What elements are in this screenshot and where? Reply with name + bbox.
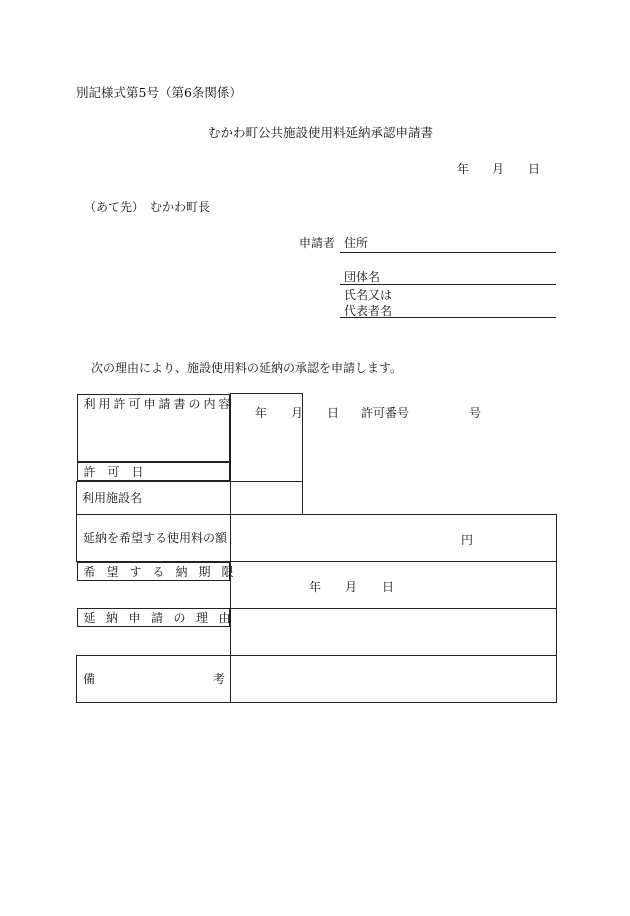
applicant-name-label-line2: 代表者名 [344,304,393,318]
remarks-label: 備考 [83,672,344,686]
permit-month: 月 [291,406,304,420]
deadline-year: 年 [309,579,322,594]
amount-value-cell [231,514,557,561]
table-row-permit-date [77,394,557,482]
date-year: 年 [457,162,470,176]
permit-number-label: 許可番号 [361,406,410,420]
permit-day: 日 [327,406,340,420]
permit-number-suffix: 号 [469,406,482,420]
permit-content-label: 利用許可申請書の内容 [83,396,234,411]
deadline-value-cell [231,561,557,608]
facility-name-label: 利用施設名 [82,491,143,505]
deadline-label-cell [77,562,245,581]
group-name-underline [340,284,556,285]
permit-year: 年 [255,406,268,420]
applicant-group-name-label: 団体名 [344,270,381,284]
applicant-address-label: 住所 [344,236,369,250]
reason-value-cell [231,608,557,655]
reason-label: 延納申請の理由 [83,611,242,625]
document-title: むかわ町公共施設使用料延納承認申請書 [208,125,434,140]
remarks-label-cell [77,655,344,702]
intro-text: 次の理由により、施設使用料の延納の承認を申請します。 [91,361,403,375]
permit-date-value-cell [231,394,482,482]
applicant-name-label-line1: 氏名又は [344,288,393,302]
amount-label: 延納を希望する使用料の額 [83,531,228,545]
table-row-reason [77,608,557,655]
amount-label-cell [77,514,231,561]
table-row-amount [77,514,557,561]
permit-date-label: 許 可 日 [83,464,144,479]
permit-date-label-cell [77,462,231,481]
table-row-deadline [77,561,557,608]
name-underline [340,317,556,318]
deadline-month: 月 [345,579,358,594]
date-day: 日 [528,162,541,176]
date-month: 月 [492,162,505,176]
application-table [76,393,557,703]
address-underline [340,252,556,253]
table-row-facility [77,481,557,514]
deadline-day: 日 [382,579,395,594]
permit-content-cell [77,394,234,462]
reason-label-cell [77,608,242,627]
applicant-label: 申請者 [299,236,336,250]
addressee: （あて先） むかわ町長 [84,200,211,214]
facility-name-label-cell [77,481,231,514]
facility-name-value [231,481,303,514]
table-row-remarks [77,655,557,702]
form-number: 別記様式第5号（第6条関係） [76,85,242,100]
deadline-label: 希望する納期限 [83,564,245,579]
amount-unit: 円 [461,532,474,547]
